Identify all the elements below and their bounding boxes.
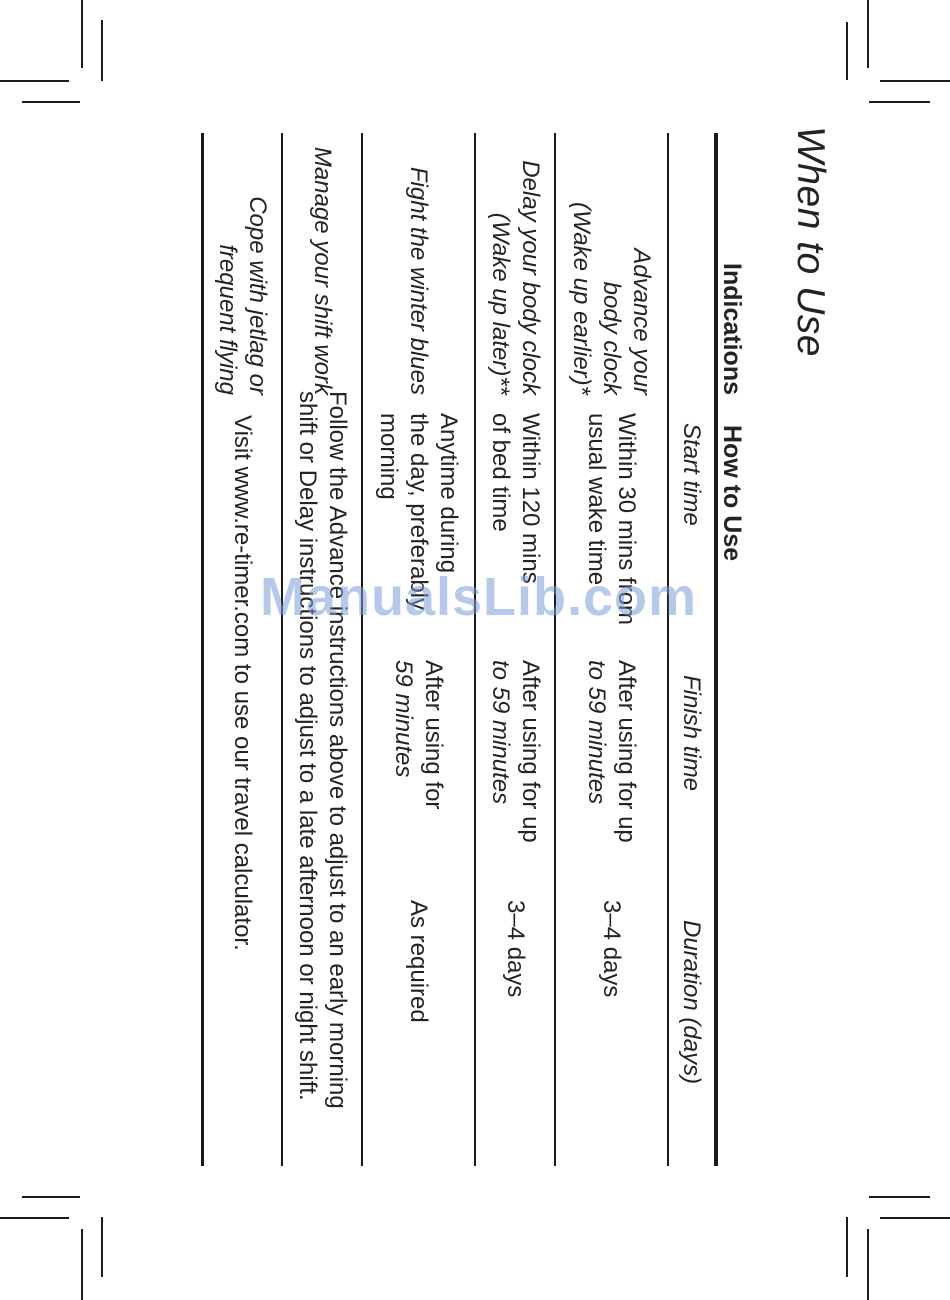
cell-indication: Advance your body clock (Wake up earlier)* [568, 202, 656, 395]
cell-finish-time: After using for up to 59 minutes [487, 660, 544, 843]
manualslib-watermark: ManualsLib.com [260, 567, 698, 627]
cell-indication: Delay your body clock (Wake up later)** [487, 160, 544, 395]
table-row [201, 133, 281, 1166]
cell-start-time: Within 120 mins of bed time [487, 413, 544, 584]
table-subheader-row [667, 133, 714, 1166]
header-indications: Indications [718, 263, 747, 395]
table-row [474, 133, 554, 1166]
cell-duration: 3–4 days [502, 900, 529, 998]
header-how-to-use: How to Use [718, 425, 747, 562]
cell-instructions: Visit www.re-timer.com to use our travel calculator. [229, 415, 257, 951]
page-title: When to Use [789, 126, 832, 357]
cell-start-time: Anytime during the day, preferably morning [375, 413, 463, 611]
cell-indication: Fight the winter blues [405, 166, 433, 395]
table-header-row [714, 133, 747, 1166]
cell-finish-time: After using for up to 59 minutes [583, 660, 641, 843]
cell-instructions: Follow the Advance instructions above to adjust to an early morning shift or Delay instructions to adjust to a late afternoon or night shift. [294, 391, 351, 1109]
subheader-duration: Duration (days) [678, 920, 706, 1085]
table-row [554, 133, 667, 1166]
subheader-start-time: Start time [678, 423, 706, 526]
cell-indication: Manage your shift work [309, 146, 336, 395]
cell-indication: Cope with jetlag or frequent flying [214, 196, 272, 395]
when-to-use-table [201, 133, 747, 1166]
cell-duration: 3–4 days [598, 900, 626, 998]
cell-finish-time: After using for 59 minutes [390, 660, 448, 810]
table-row [281, 133, 361, 1166]
subheader-finish-time: Finish time [678, 675, 706, 792]
cell-duration: As required [405, 900, 433, 1023]
table-row [361, 133, 474, 1166]
cell-start-time: Within 30 mins from usual wake time [583, 413, 641, 626]
